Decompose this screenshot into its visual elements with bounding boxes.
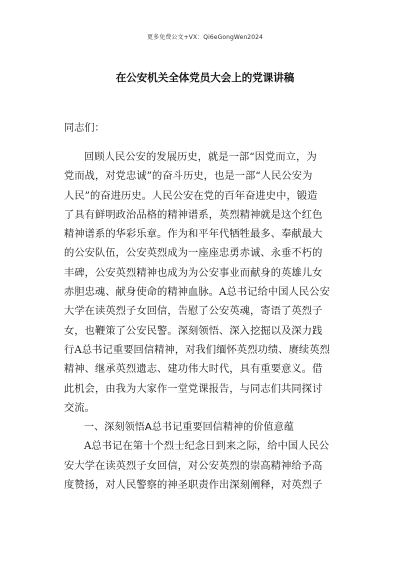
paragraph-line: 此机会，由我为大家作一堂党课报告，与同志们共同探讨	[64, 383, 323, 395]
paragraph-line: 赤胆忠魂、献身使命的精神血脉。A总书记给中国人民公安	[64, 287, 330, 299]
section-heading: 一、深刻领悟A总书记重要回信精神的价值意蕴	[84, 422, 294, 434]
paragraph-line: 精神谱系的华彩乐章。作为和平年代牺牲最多、奉献最大	[64, 229, 323, 241]
paragraph-line: 度赞扬，对人民警察的神圣职责作出深刻阐释，对英烈子	[64, 480, 323, 492]
header-note: 更多免费公文+VX：Qi6eGongWen2024	[147, 34, 263, 41]
paragraph-line: 女，也鞭策了公安民警。深刻领悟、深入挖掘以及深力践	[64, 325, 323, 337]
paragraph-line: 大学在读英烈子女回信，告慰了公安英魂，寄语了英烈子	[64, 306, 323, 318]
paragraph-line: 丰碑，公安英烈精神也成为为公安事业而献身的英雄儿女	[64, 267, 323, 279]
document-title: 在公安机关全体党员大会上的党课讲稿	[115, 72, 295, 84]
paragraph-line: 行A总书记重要回信精神，对我们缅怀英烈功绩、赓续英烈	[64, 344, 330, 356]
paragraph-line: 回顾人民公安的发展历史，就是一部“因党而立，为	[84, 152, 317, 163]
salutation: 同志们：	[64, 123, 105, 134]
paragraph-line: 了具有鲜明政治品格的精神谱系，英烈精神就是这个红色	[64, 209, 323, 221]
paragraph-line: 安大学在读英烈子女回信，对公安英烈的崇高精神给予高	[64, 460, 323, 472]
paragraph-line: A总书记在第十个烈士纪念日到来之际，给中国人民公	[84, 441, 330, 453]
paragraph-line: 党而战，对党忠诚”的奋斗历史，也是一部“人民公安为	[64, 171, 313, 183]
paragraph-line: 人民”的奋进历史。人民公安在党的百年奋进史中，锻造	[64, 190, 318, 202]
paragraph-line: 精神、继承英烈遗志、建功伟大时代，具有重要意义。借	[64, 364, 323, 376]
paragraph-line: 交流。	[64, 402, 96, 414]
paragraph-line: 的公安队伍，公安英烈成为一座座忠勇赤诚、永垂不朽的	[64, 248, 323, 260]
document-body	[64, 118, 358, 495]
